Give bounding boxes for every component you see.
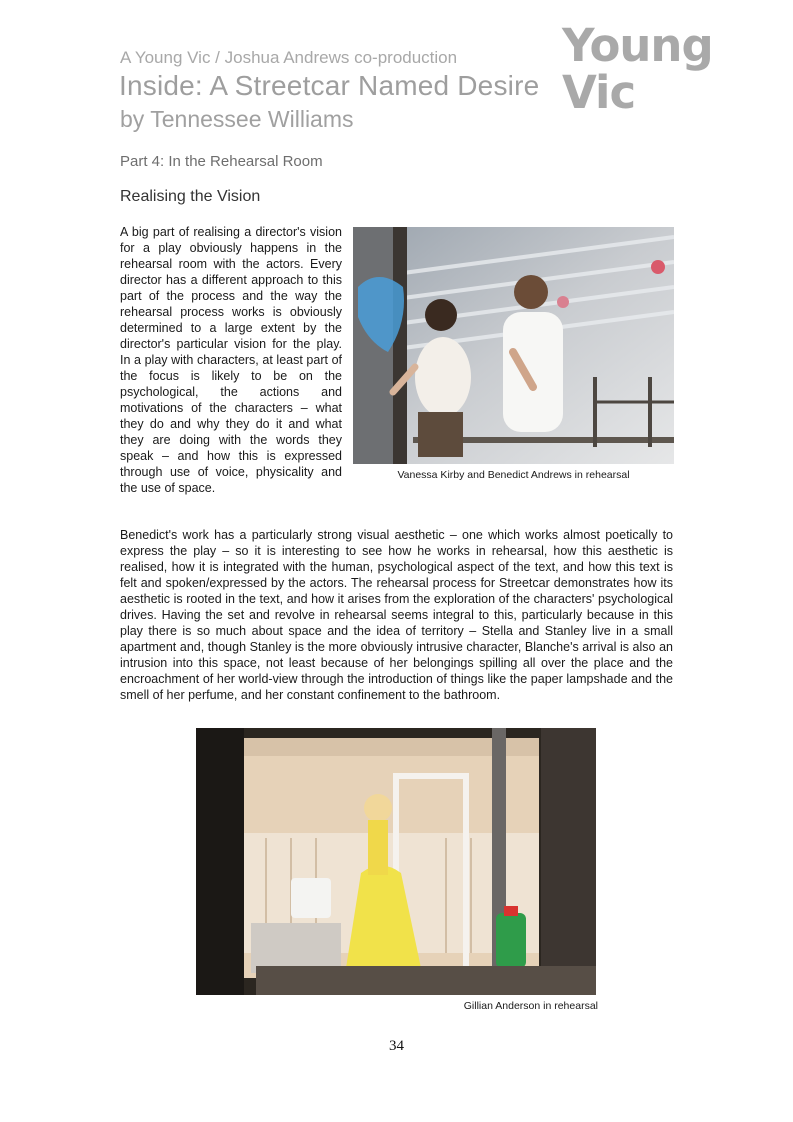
photo-caption-2: Gillian Anderson in rehearsal: [463, 1000, 598, 1012]
document-title: Inside: A Streetcar Named Desire: [119, 70, 540, 101]
photo-caption-1: Vanessa Kirby and Benedict Andrews in rehearsal: [397, 469, 630, 481]
logo-line-2: Vic: [562, 66, 636, 119]
body-paragraph: Benedict's work has a particularly strong visual aesthetic – one which works almost poetically to express the play – so it is interesting to see how he works in rehearsal, how this aesthetic is realised, how it is integrated with the human, psychological aspect of the text, and how this text is felt and spoken/expressed by the actors. The rehearsal process for Streetcar demonstrates how its aesthetic is rooted in the text, and how it arises from the exploration of the characters' psychological drives. Having the set and revolve in rehearsal seems integral to this, particularly because in this play there is so much about space and the idea of territory – Stella and Stanley live in a small apartment and, though Stanley is the more obviously intrusive character, Blanche's arrival is also an intrusion into this space, not least because of her belongings spilling all over the place and the encroachment of her world-view through the introduction of things like the paper lampshade and the smell of her perfume, and her constant confinement to the bathroom.: [120, 528, 673, 702]
section-title: Realising the Vision: [120, 188, 261, 205]
intro-paragraph: A big part of realising a director's vision for a play obviously happens in the rehearsal room with the actors. Every director has a different approach to this part of the process and the way the rehearsal process works is obviously determined to a large extent by the director's particular vision for the play. In a play with characters, at least part of the focus is likely to be on the psychological, the actions and motivations of the characters – what they do and why they do it and what they are doing with the words they speak – and how this is expressed through use of voice, physicality and the use of space.: [120, 225, 342, 495]
part-title: Part 4: In the Rehearsal Room: [120, 153, 323, 170]
young-vic-logo: [562, 19, 713, 122]
header-coproduction: A Young Vic / Joshua Andrews co-production: [120, 48, 458, 67]
rehearsal-photo-kirby-andrews: [353, 227, 674, 464]
rehearsal-photo-anderson: [196, 728, 596, 995]
logo-line-1: Young: [562, 19, 713, 72]
document-author: by Tennessee Williams: [120, 106, 354, 132]
page-number: 34: [389, 1038, 404, 1054]
